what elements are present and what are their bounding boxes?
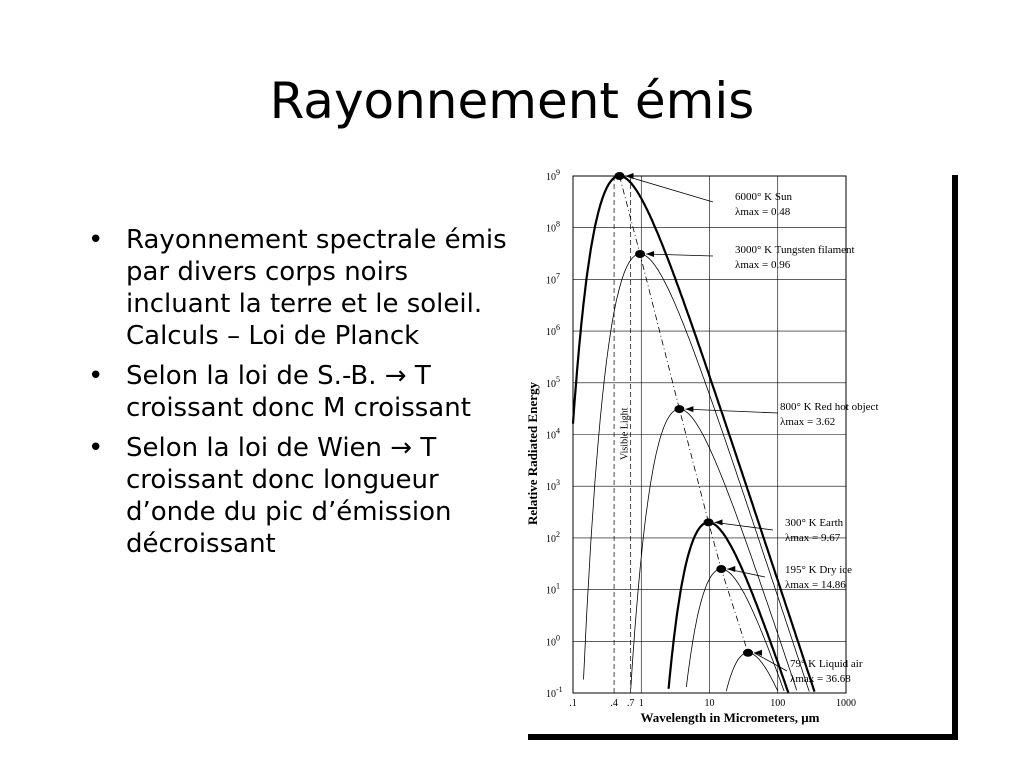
series-lambda-max: λmax = 0.48 [735,206,791,218]
x-tick-label: .7 [626,698,635,709]
y-tick-label: $10^9$ [546,168,560,183]
series-lambda-max: λmax = 9.67 [785,532,841,544]
x-tick-label: 10 [704,698,715,709]
y-tick-label: $10^{-1}$ [546,685,563,700]
label-arrow [685,409,778,413]
label-arrow [715,522,773,530]
y-axis-label: Relative Radiated Energy [525,382,540,525]
bullet-item: • Selon la loi de Wien → T croissant donc longueur d’onde du pic d’émission décroissant [88,432,508,560]
frame-shadow-right [952,175,958,740]
label-arrow [646,254,713,256]
peak-marker [716,565,726,573]
series-lambda-max: λmax = 3.62 [780,416,836,428]
label-arrow [625,176,713,202]
y-tick-label: $10^7$ [546,271,560,287]
arrow-head [646,251,654,257]
series-lambda-max: λmax = 14.86 [785,579,846,591]
frame-shadow-bottom [528,734,958,740]
series-curve [686,569,784,691]
x-tick-label: 1 [638,698,644,709]
arrow-head [727,566,735,572]
slide-title: Rayonnement émis [269,72,755,130]
bullet-list [88,224,508,568]
peak-marker [704,518,714,526]
series-label: 195° K Dry ice [785,564,853,576]
series-label: 6000° K Sun [735,191,792,203]
peak-marker [614,172,624,180]
bullet-item: • Rayonnement spectrale émis par divers corps noirs incluant la terre et le soleil. Calculs – Loi de Planck [88,224,508,352]
chart-svg [500,160,970,750]
peak-marker [674,405,684,413]
bullet-item: • Selon la loi de S.-B. → T croissant donc M croissant [88,360,508,424]
series-label: 300° K Earth [785,517,844,529]
arrow-head [685,406,693,412]
x-tick-label: .1 [569,698,577,709]
series-label: 79° K Liquid air [790,658,863,670]
y-tick-label: $10^4$ [546,426,560,442]
y-tick-label: $10^5$ [546,374,560,390]
series-label: 800° K Red hot object [780,401,879,413]
y-tick-label: $10^3$ [546,478,560,494]
planck-chart [500,160,970,750]
x-axis-label: Wavelength in Micrometers, μm [640,710,820,725]
series-lambda-max: λmax = 0.96 [735,259,791,271]
y-tick-label: $10^8$ [546,219,560,235]
y-tick-label: $10^1$ [546,581,560,597]
series-lambda-max: λmax = 36.68 [790,673,851,685]
y-tick-label: $10^0$ [546,633,560,649]
x-tick-label: .4 [610,698,618,709]
peak-marker [635,250,645,258]
visible-light-label: Visible Light [619,407,631,460]
peak-marker [743,649,753,657]
series-curve [726,653,778,691]
series-label: 3000° K Tungsten filament [735,244,855,256]
series-curve [669,522,789,692]
y-tick-label: $10^6$ [546,323,560,339]
x-tick-label: 100 [770,698,786,709]
x-tick-label: 1000 [836,698,856,709]
y-tick-label: $10^2$ [546,529,560,545]
